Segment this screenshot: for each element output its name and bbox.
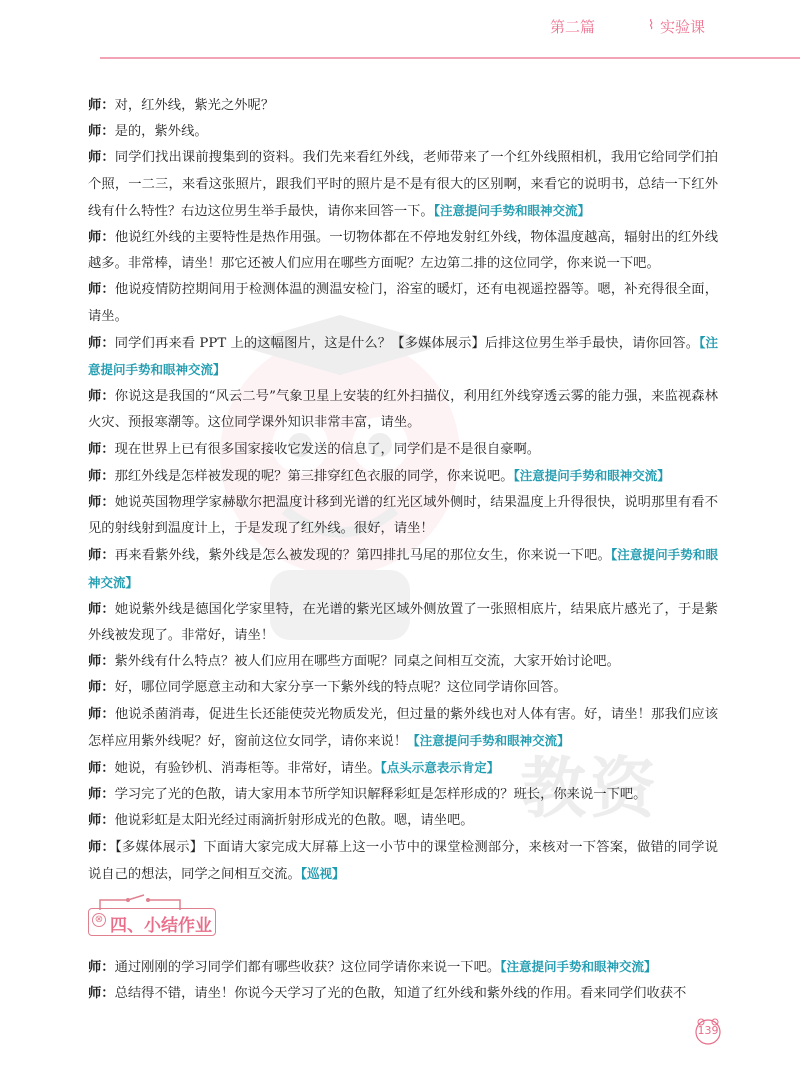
dialogue-text: 再来看紫外线，紫外线是怎么被发现的？第四排扎马尾的那位女生，你来说一下吧。 bbox=[114, 548, 611, 564]
speaker-label: 师： bbox=[88, 150, 115, 166]
dialogue-paragraph bbox=[88, 675, 718, 701]
dialogue-paragraph bbox=[88, 782, 718, 808]
dialogue-text: 你说这是我国的“风云二号”气象卫星上安装的红外扫描仪，利用红外线穿透云雾的能力强，来监视森林火灾、预报寒潮等。这位同学课外知识非常丰富，请坐。 bbox=[88, 389, 718, 431]
watermark-text: 教资 bbox=[520, 750, 660, 827]
dialogue-text: 同学们找出课前搜集到的资料。我们先来看红外线，老师带来了一个红外线照相机，我用它给同学们拍个照，一二三，来看这张照片，跟我们平时的照片是不是有很大的区别啊，来看它的说明书，总结一下红外线有什么特性？右边这位男生举手最快，请你来回答一下。 bbox=[88, 150, 719, 219]
section-title: 四、小结作业 bbox=[110, 916, 212, 937]
dialogue-text: 她说英国物理学家赫歇尔把温度计移到光谱的红光区域外侧时，结果温度上升得很快，说明那里有看不见的射线射到温度计上，于是发现了红外线。很好，请坐！ bbox=[88, 495, 719, 537]
dialogue-text: 那红外线是怎样被发现的呢？第三排穿红色衣服的同学，你来说吧。 bbox=[114, 468, 514, 484]
page-content bbox=[88, 93, 718, 1008]
speaker-label: 师： bbox=[88, 761, 115, 777]
speaker-label: 师： bbox=[88, 601, 115, 617]
teaching-note: 【注意提问手势和眼神交流】 bbox=[88, 547, 719, 590]
speaker-label: 师： bbox=[88, 495, 115, 511]
dialogue-paragraph bbox=[88, 463, 718, 490]
section-bullet-icon: ⊗ bbox=[92, 913, 106, 927]
speaker-label: 师： bbox=[88, 813, 115, 829]
dialogue-list-summary bbox=[88, 954, 718, 1007]
dialogue-paragraph bbox=[88, 755, 718, 782]
dialogue-paragraph bbox=[88, 330, 718, 384]
speaker-label: 师： bbox=[88, 680, 115, 696]
dialogue-paragraph bbox=[88, 702, 718, 755]
speaker-label: 师： bbox=[88, 839, 116, 855]
teaching-note: 【巡视】 bbox=[300, 865, 345, 881]
dialogue-text: 他说红外线的主要特性是热作用强。一切物体都在不停地发射红外线，物体温度越高，辐射出的红外线越多。非常棒，请坐！那它还被人们应用在哪些方面呢？左边第二排的这位同学，你来说一下吧。 bbox=[88, 230, 719, 272]
dialogue-paragraph bbox=[88, 145, 718, 225]
dialogue-paragraph bbox=[88, 437, 718, 463]
speaker-label: 师： bbox=[88, 787, 115, 803]
dialogue-text: 学习完了光的色散，请大家用本节所学知识解释彩虹是怎样形成的？班长，你来说一下吧。 bbox=[114, 787, 647, 803]
speaker-label: 师： bbox=[88, 468, 115, 484]
speaker-label: 师： bbox=[88, 230, 115, 246]
teaching-note: 【点头示意表示肯定】 bbox=[380, 760, 500, 776]
dialogue-paragraph bbox=[88, 542, 718, 596]
page-header bbox=[0, 0, 800, 64]
dialogue-paragraph bbox=[88, 835, 718, 888]
dialogue-paragraph bbox=[88, 649, 718, 675]
dialogue-list bbox=[88, 93, 718, 888]
speaker-label: 师： bbox=[88, 124, 115, 140]
speaker-label: 师： bbox=[88, 335, 115, 351]
section-heading bbox=[88, 894, 718, 950]
dialogue-paragraph bbox=[88, 277, 718, 329]
speaker-label: 师： bbox=[88, 98, 115, 113]
dialogue-text: 好，哪位同学愿意主动和大家分享一下紫外线的特点呢？这位同学请你回答。 bbox=[114, 680, 567, 696]
dialogue-text: 他说彩虹是太阳光经过雨滴折射形成光的色散。嗯，请坐吧。 bbox=[114, 813, 474, 829]
dialogue-paragraph bbox=[88, 808, 718, 834]
dialogue-paragraph bbox=[88, 981, 718, 1007]
dialogue-text: 她说，有验钞机、消毒柜等。非常好，请坐。 bbox=[114, 761, 381, 777]
speaker-label: 师： bbox=[88, 960, 115, 976]
header-rule bbox=[100, 57, 800, 59]
dialogue-text: 紫外线有什么特点？被人们应用在哪些方面呢？同桌之间相互交流，大家开始讨论吧。 bbox=[114, 654, 620, 670]
dialogue-text: 总结得不错，请坐！你说今天学习了光的色散，知道了红外线和紫外线的作用。看来同学们收获不 bbox=[114, 986, 687, 1002]
speaker-label: 师： bbox=[88, 282, 115, 298]
dialogue-text: 通过刚刚的学习同学们都有哪些收获？这位同学请你来说一下吧。 bbox=[114, 960, 501, 976]
dialogue-paragraph bbox=[88, 384, 718, 436]
teaching-note: 【注意提问手势和眼神交流】 bbox=[513, 467, 670, 483]
speaker-label: 师： bbox=[88, 654, 115, 670]
dialogue-text: 她说紫外线是德国化学家里特，在光谱的紫光区域外侧放置了一张照相底片，结果底片感光了，于是紫外线被发现了。非常好，请坐！ bbox=[88, 601, 719, 644]
teaching-note: 【注意提问手势和眼神交流】 bbox=[407, 732, 570, 748]
header-part: 第二篇 bbox=[549, 18, 595, 36]
dialogue-text: 他说疫情防控期间用于检测体温的测温安检门，浴室的暖灯，还有电视遥控器等。嗯，补充得很全面，请坐。 bbox=[88, 282, 719, 324]
dialogue-paragraph bbox=[88, 954, 718, 981]
divider-icon: ⌇ bbox=[648, 18, 655, 33]
dialogue-text: 是的，紫外线。 bbox=[114, 124, 208, 140]
dialogue-text: 对，红外线，紫光之外呢？ bbox=[114, 98, 275, 113]
dialogue-text: 同学们再来看 PPT 上的这幅图片，这是什么？【多媒体展示】后排这位男生举手最快，请你回答。 bbox=[114, 335, 700, 351]
speaker-label: 师： bbox=[88, 986, 115, 1002]
speaker-label: 师： bbox=[88, 441, 115, 457]
speaker-label: 师： bbox=[88, 389, 115, 405]
speaker-label: 师： bbox=[88, 548, 115, 564]
dialogue-paragraph bbox=[88, 119, 718, 145]
dialogue-text: 他说杀菌消毒，促进生长还能使荧光物质发光，但过量的紫外线也对人体有害。好，请坐！那我们应该怎样应用紫外线呢？好，窗前这位女同学，请你来说！ bbox=[88, 706, 719, 749]
dialogue-paragraph bbox=[88, 93, 718, 119]
dialogue-text: 现在世界上已有很多国家接收它发送的信息了，同学们是不是很自豪啊。 bbox=[114, 441, 541, 457]
page-number-text: 139 bbox=[697, 1024, 719, 1037]
dialogue-paragraph bbox=[88, 225, 718, 277]
dialogue-paragraph bbox=[88, 597, 718, 649]
dialogue-paragraph bbox=[88, 490, 718, 542]
teaching-note: 【注意提问手势和眼神交流】 bbox=[88, 334, 718, 378]
header-course: 实验课 bbox=[660, 18, 706, 36]
speaker-label: 师： bbox=[88, 706, 115, 722]
page-number bbox=[693, 1016, 723, 1046]
teaching-note: 【注意提问手势和眼神交流】 bbox=[500, 959, 657, 975]
teaching-note: 【注意提问手势和眼神交流】 bbox=[433, 202, 590, 218]
dialogue-text: 【多媒体展示】下面请大家完成大屏幕上这一小节中的课堂检测部分，来核对一下答案，做错的同学说说自己的想法，同学之间相互交流。 bbox=[88, 839, 718, 882]
